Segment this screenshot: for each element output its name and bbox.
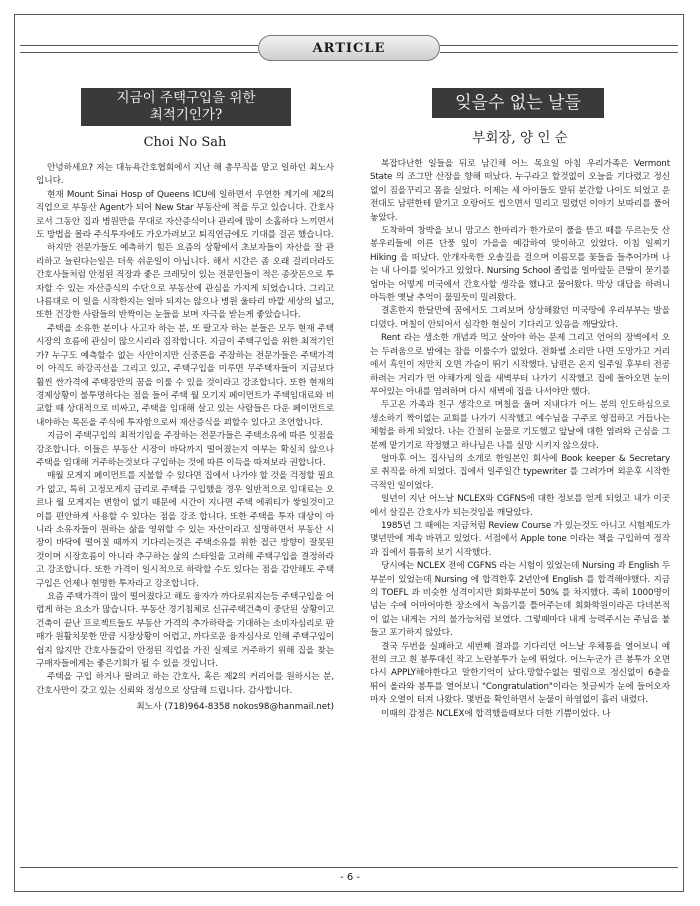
footer-rule [20, 867, 678, 868]
paragraph: 하지만 전문가들도 예측하기 힘든 요즘의 상황에서 초보자들이 자산을 잘 관리하고 늘린다는일은 더욱 쉬운일이 아닙니다. 해서 시간은 좀 오래 걸리더라도 간호사들처럼 안정된 직장과 좋은 크레딧이 있는 전문인들이 적은 종잣돈으로 투자할 수 있는 자산증식의 수단으로 부동산에 관심을 가지게 되었습니다. 그리고 나름대로 이 일을 시작한지는 얼마 되지는 않으나 병원 울타리 바깥 세상의 넓고, 또한 건강한 사람들의 반짝이는 눈들을 보며 자극을 받는게 좋았습니다. [36, 243, 334, 321]
paragraph: 이때의 감정은 NCLEX에 합격했을때보다 더한 기쁨이었다. 나 [381, 708, 611, 719]
paragraph: 결국 두번을 실패하고 세번째 결과를 기다리던 어느날 우체통을 열어보니 예전의 크고 흰 봉투대신 작고 노란봉투가 눈에 뛰었다. 어느누군가 큰 봉투가 오면 다시 APPLY해야한다고 말한기억이 났다.망할수없는 떨림으로 정신없이 6층을 뛰어 올라와 봉투를 열어보니 "Congratulation"이라는 첫글씨가 눈에 들어오자마자 오열이 터져 나왔다. 몇번을 확인하면서 눈물이 하염없이 흘러 내렸다. [370, 641, 670, 706]
paragraph: 주택을 소유한 분이나 사고자 하는 분, 또 팔고자 하는 분들은 모두 현재 주택시장의 흐름에 관심이 많으시리라 짐작합니다. 지금이 주택구입을 위한 최적기인가? 누구도 예측할수 없는 사안이지만 신중론을 주장하는 전문가들은 주택가격이 아직도 하강곡선을 그리고 있고, 주택구입을 미루면 무주택자들이 지금보다 훨씬 싼가격에 주택장만의 꿈을 이룰 수 있을 것이라고 강조합니다. 또한 현재의 경제상황이 불투명하다는 점을 들어 주택 월 모기지 페이먼트가 주택임대료와 비교할 때 상대적으로 비싸고, 주택을 임대해 살고 있는 사람들은 다운 페이먼트로 내야하는 목돈을 주식에 투자함으로써 재산증식을 꾀할수 있다고 조언합니다. [36, 323, 334, 428]
right-article [370, 88, 670, 721]
right-article-title: 잊을수 없는 날들 [432, 88, 604, 118]
section-header [20, 33, 678, 63]
signature: 최노사 (718)964-8358 nokos98@hanmail.net) [136, 702, 334, 713]
paragraph: 일년이 지난 어느날 NCLEX와 CGFNS에 대한 정보를 얻게 되었고 내가 이곳에서 살길은 간호사가 되는것임을 깨달았다. [370, 494, 670, 518]
paragraph: 얼마후 어느 집사님의 소개로 한일본인 회사에 Book keeper & Secretary 로 취직을 하게 되었다. 집에서 일주일간 typewriter 를 그려가며 외운후 시작한 극적인 일이었다. [370, 453, 670, 491]
left-title-line2: 최적기인가? [149, 107, 223, 123]
paragraph: 주택을 구입 하거나 팔려고 하는 간호사, 혹은 제2의 커리어를 원하시는 분, 간호사만이 갖고 있는 신뢰와 정성으로 상담해 드립니다. 감사합니다. [36, 672, 334, 696]
right-article-body [370, 158, 670, 721]
paragraph: 요즘 주택가격이 많이 떨어졌다고 해도 융자가 까다로워지는등 주택구입을 어렵게 하는 요소가 많습니다. 부동산 경기침체로 신규주택건축이 중단된 상황이고 건축이 끝난 프로젝트들도 부동산 가격의 추가하락을 기대하는 소비자심리로 판매가 원활치못한 만큼 시장상황이 어렵고, 까다로운 융자심사로 인해 주택구입이 쉽지 않지만 간호사들같이 안정된 직업을 가진 실제로 거주하기 위해 집을 찾는 구매자들에게는 좋은기회가 될 수 있을 것입니다. [36, 592, 334, 670]
paragraph: 두고온 가족과 친구 생각으로 며칠을 울며 지내다가 어느 분의 인도하심으로 생소하기 짝이없는 교회를 나가기 시작했고 예수님을 구주로 영접하고 거듭나는 체험을 하게 되었다. 나는 간절히 눈물로 기도했고 앞날에 대한 염려와 근심을 그분께 맡기기로 작정했고 하나님은 나를 실망 시키지 않으셨다. [370, 400, 670, 451]
header-rule-left [20, 45, 258, 53]
right-article-author: 부회장, 양 인 순 [472, 130, 568, 146]
paragraph: 지금이 주택구입의 최적기임을 주장하는 전문가들은 주택소유에 따른 잇점을 강조합니다. 이들은 부동산 시장이 바닥까지 떨어졌는지 여부는 확실치 않으나 주택을 임대해 거주하는것보다 구입하는 것에 따른 이득을 따져보라 권합니다. [36, 431, 334, 468]
paragraph: 안녕하세요? 저는 대뉴욕간호협회에서 지난 해 총무직을 맡고 일하던 최노사입니다. [36, 163, 334, 187]
paragraph: 결혼한지 한달만에 꿈에서도 그려보며 상상해왔던 미국땅에 우리부부는 발을 디뎠다. 며칠이 안되어서 심각한 현실이 기다리고 있음을 깨달았다. [370, 306, 670, 330]
left-article-author: Choi No Sah [143, 135, 227, 150]
paragraph: 현재 Mount Sinai Hosp of Queens ICU에 일하면서 우연한 계기에 제2의 직업으로 부동산 Agent가 되어 New Star 부동산에 적을 두고 있습니다. 간호사로서 그동안 집과 병원만을 무대로 자산증식이나 관리에 많이 소홀하다 느끼면서도 방법을 몰라 주식투자에도 가오가려보고 퇴직연금에도 기대를 걸곤 했습니다. [36, 189, 334, 241]
left-article-body [36, 162, 334, 698]
section-label: ARTICLE [258, 35, 440, 61]
paragraph: 1985년 그 때에는 지금처럼 Review Course 가 있는것도 아니고 시험제도가 몇년만에 계속 바뀌고 있었다. 서점에서 Apple tone 이라는 책을 구입하여 정작과 집에서 틈틈히 보기 시작했다. [370, 520, 670, 558]
paragraph: 매월 모게지 페이먼트를 지불할 수 있다면 집에서 나가야 할 것을 걱정할 필요가 없고, 특히 고정모게지 금리로 주택을 구입했을 경우 일반적으로 임대료는 오르나 월 모게지는 변함이 없기 때문에 시간이 지나면 주택 에쿼티가 쌓일것이고 이를 편안하게 사용할 수 있다는 점을 강조 합니다. 또한 주택을 투자 대상이 아니라 소유자들이 원하는 삶을 영위할 수 있는 자산이라고 설명하면서 부동산 시장이 바닥에 떨어질 때까지 기다리는것은 주택소유를 위한 접근 방향이 잘못된 것이며 시장흐름이 아니라 추구하는 삶의 스타일을 고려해 주택구입을 결정하라고 강조합니다. 또한 가격이 일시적으로 하락할 수도 있다는 점을 감안해도 주택구입은 언제나 현명한 투자라고 강조합니다. [36, 471, 334, 589]
left-title-line1: 지금이 주택구입을 위한 [116, 90, 256, 106]
header-rule-right [440, 45, 678, 53]
paragraph: 당시에는 NCLEX 전에 CGFNS 라는 시험이 있었는데 Nursing 과 English 두 부분이 있었는데 Nursing 에 합격한후 2년안에 English 를 합격해야했다. 지금의 TOEFL 과 비슷한 성격이지만 회화부분이 50% 를 차지했다. 족히 1000명이 넘는 수에 어마어마한 장소에서 녹음기를 틀어주는데 회화학원이라곤 다녀본적이 없는 내게는 거의 불가능처럼 보였다. 그렇때마다 내게 능력주시는 주님을 붙들고 포기하지 않았다. [370, 561, 670, 639]
paragraph: 복잡다난한 일들을 뒤로 남긴채 어느 목요일 아침 우리가족은 Vermont State 의 조그만 산장을 향해 떠났다. 누구라고 할것없이 오늘을 기다렸고 정신없이 짐을꾸리고 몸을 실었다. 이제는 세 아이들도 말뒤 분간할 나이도 되었고 운전대도 남편한테 맡기고 오랑어도 씹으면서 밀리고 밀렸던 이야기 보따리를 풀어 놓았다. [370, 159, 670, 223]
left-article [36, 88, 334, 714]
page-number: - 6 - [340, 872, 360, 883]
left-article-title [81, 88, 291, 126]
paragraph: 도착하여 창박을 보니 맘고스 한마리가 한가로이 풀을 뜯고 떼를 두르는듯 산봉우리들에 이른 단풍 잎이 가을을 예감하여 맞이하고 있었다. 이침 일찌기 Hiking 을 떠났다. 안개자욱한 오솔길을 걸으며 이름모를 꽃들을 들추어가며 나는 내 나이를 잊어가고 있었다. Nursing School 졸업을 얼마앞둔 큰딸이 묻기를 엄마는 어떻게 미국에서 간호사할 생각을 했냐고 물어왔다. 막상 대답을 하려니 아득한 옛날 추억이 물밀듯이 밀려왔다. [370, 226, 670, 304]
paragraph: Rent 라는 생소한 개념과 먹고 살아야 하는 문제 그리고 언어의 장벽에서 오는 두려움으로 밤에는 잠을 이룰수가 없었다. 전화벨 소리만 나면 도망가고 거리에서 흑인이 저만치 오면 가슴이 뛰기 시작했다. 남편은 온지 일주일 후부터 전공하려는 거리가 먼 야채가게 일을 새벽부터 나가기 시작했고 집에 돌아오면 눈이 부어있는 아내를 염려하며 다시 새벽에 집을 나서야만 했다. [370, 333, 670, 397]
